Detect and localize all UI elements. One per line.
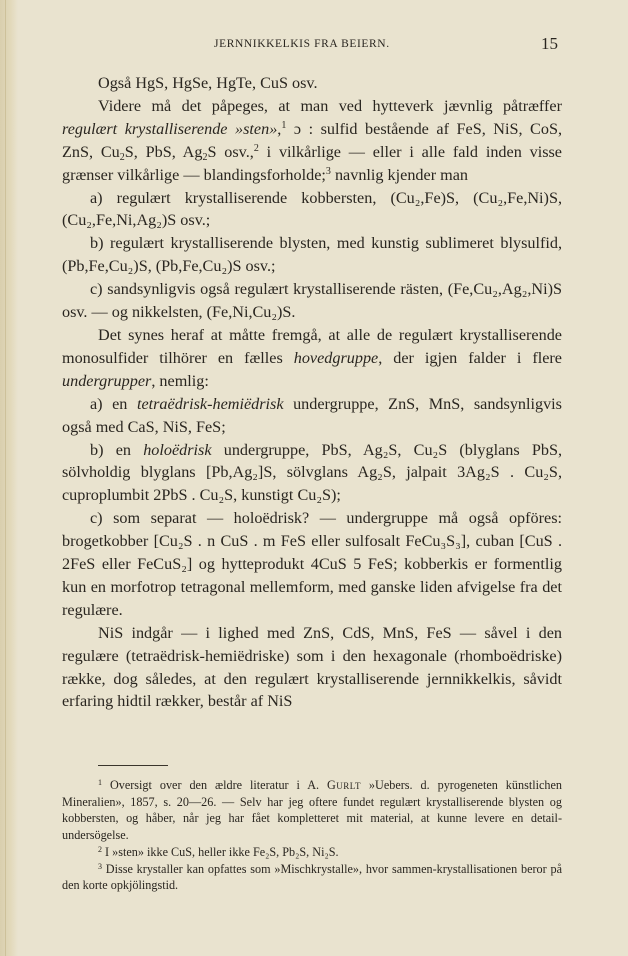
page-edge bbox=[5, 0, 6, 956]
footnotes bbox=[62, 777, 562, 894]
subgroup-b: b) en holoëdrisk undergruppe, PbS, Ag₂S, Cu₂S (blyglans PbS, sölvholdig blyglans [Pb,Ag₂]S, sölvglans Ag₂S, jalpait 3Ag₂S . Cu₂S, cuproplumbit 2PbS . Cu₂S, kunstigt Cu₂S); bbox=[62, 440, 563, 505]
footnote-separator bbox=[98, 765, 168, 766]
emphasis-undergrupper: undergrupper bbox=[62, 371, 152, 390]
emphasis-holoedrisk: holoëdrisk bbox=[143, 440, 212, 459]
emphasis-tetraedrisk: tetraëdrisk-hemiëdrisk bbox=[136, 394, 284, 413]
running-head bbox=[62, 34, 562, 56]
paragraph-4: NiS indgår — i lighed med ZnS, CdS, MnS, FeS — såvel i den regulære (tetraëdrisk-hemiëdriske) som i den hexagonale (rhomboëdriske) række, dog således, at den regulært krystalliserende jernnikkelkis, såvidt erfaring hidtil rækker, består af NiS bbox=[62, 623, 562, 711]
emphasis-hovedgruppe: hovedgruppe bbox=[293, 348, 379, 367]
paragraph-2: Videre må det påpeges, at man ved hytteverk jævnlig påtræffer regulært krystalliserende »sten»,$^1$ ɔ : sulfid bestående af FeS, NiS, CoS, ZnS, $Cu_2S$, PbS, $Ag_2S$ osv.,$^2$ i vilkårlige — eller i alle fald inden visse grænser vilkårlige — blandingsforholde;$^3$ navnlig kjender man bbox=[62, 96, 562, 184]
subgroup-c: c) som separat — holoëdrisk? — undergruppe må også opföres: brogetkobber [Cu₂S . n CuS . m FeS eller sulfosalt FeCu₃S₃], cuban [CuS . 2FeS eller FeCuS₂] og hytteprodukt 4CuS 5 FeS; kobberkis er formentlig kun en morfotrop tetragonal mellemform, med ganske liden afvigelse fra det regulære. bbox=[62, 509, 562, 619]
list-item-b-blysten: b) regulært krystalliserende blysten, med kunstig sublimeret blysulfid, (Pb,Fe,Cu₂)S, (Pb,Fe,Cu₂)S osv.; bbox=[62, 234, 562, 276]
author-name: Gurlt bbox=[327, 778, 361, 792]
list-item-c-rasten: c) sandsynligvis også regulært krystalliserende rästen, (Fe,Cu₂,Ag₂,Ni)S osv. — og nikkelsten, (Fe,Ni,Cu₂)S. bbox=[62, 280, 562, 322]
list-item-a-kobbersten: a) regulært krystalliserende kobbersten, (Cu₂,Fe)S, (Cu₂,Fe,Ni)S, (Cu₂,Fe,Ni,Ag₂)S osv.; bbox=[62, 188, 562, 230]
emphasis-regulaert-sten: regulært krystalliserende »sten» bbox=[62, 119, 278, 138]
body-text bbox=[62, 72, 562, 713]
subgroup-a: a) en tetraëdrisk-hemiëdrisk undergruppe, ZnS, MnS, sandsynligvis også med CaS, NiS, FeS; bbox=[62, 394, 562, 436]
footnote-2: $^2$ I »sten» ikke CuS, heller ikke Fe₂S, Pb₂S, Ni₂S. bbox=[98, 844, 339, 859]
book-binding-shadow bbox=[0, 0, 18, 956]
footnote-ref-2[interactable]: 2 bbox=[253, 142, 259, 154]
footnote-1: $^1$ Oversigt over den ældre literatur i A. Gurlt »Uebers. d. pyrogeneten künstlichen Mineralien», 1857, s. 20—26. — Selv har jeg oftere fundet regulært krystalliserende blysten og kobbersten, og håber, når jeg har fået kompletteret mit material, at kunne levere en detail-undersögelse. bbox=[62, 778, 562, 843]
footnote-3: $^3$ Disse krystaller kan opfattes som »Mischkrystalle», hvor sammen-krystallisationen beror på den korte opkjölingstid. bbox=[62, 861, 562, 893]
footnote-ref-3[interactable]: 3 bbox=[325, 165, 331, 177]
page-number: 15 bbox=[541, 34, 558, 53]
paragraph-1: Også HgS, HgSe, HgTe, CuS osv. bbox=[98, 74, 318, 92]
footnote-ref-1[interactable]: 1 bbox=[281, 119, 287, 131]
paragraph-3: Det synes heraf at måtte fremgå, at alle de regulært krystalliserende monosulfider tilhörer en fælles hovedgruppe, der igjen falder i flere undergrupper, nemlig: bbox=[62, 325, 562, 390]
running-head-title: JERNNIKKELKIS FRA BEIERN. bbox=[214, 38, 390, 50]
